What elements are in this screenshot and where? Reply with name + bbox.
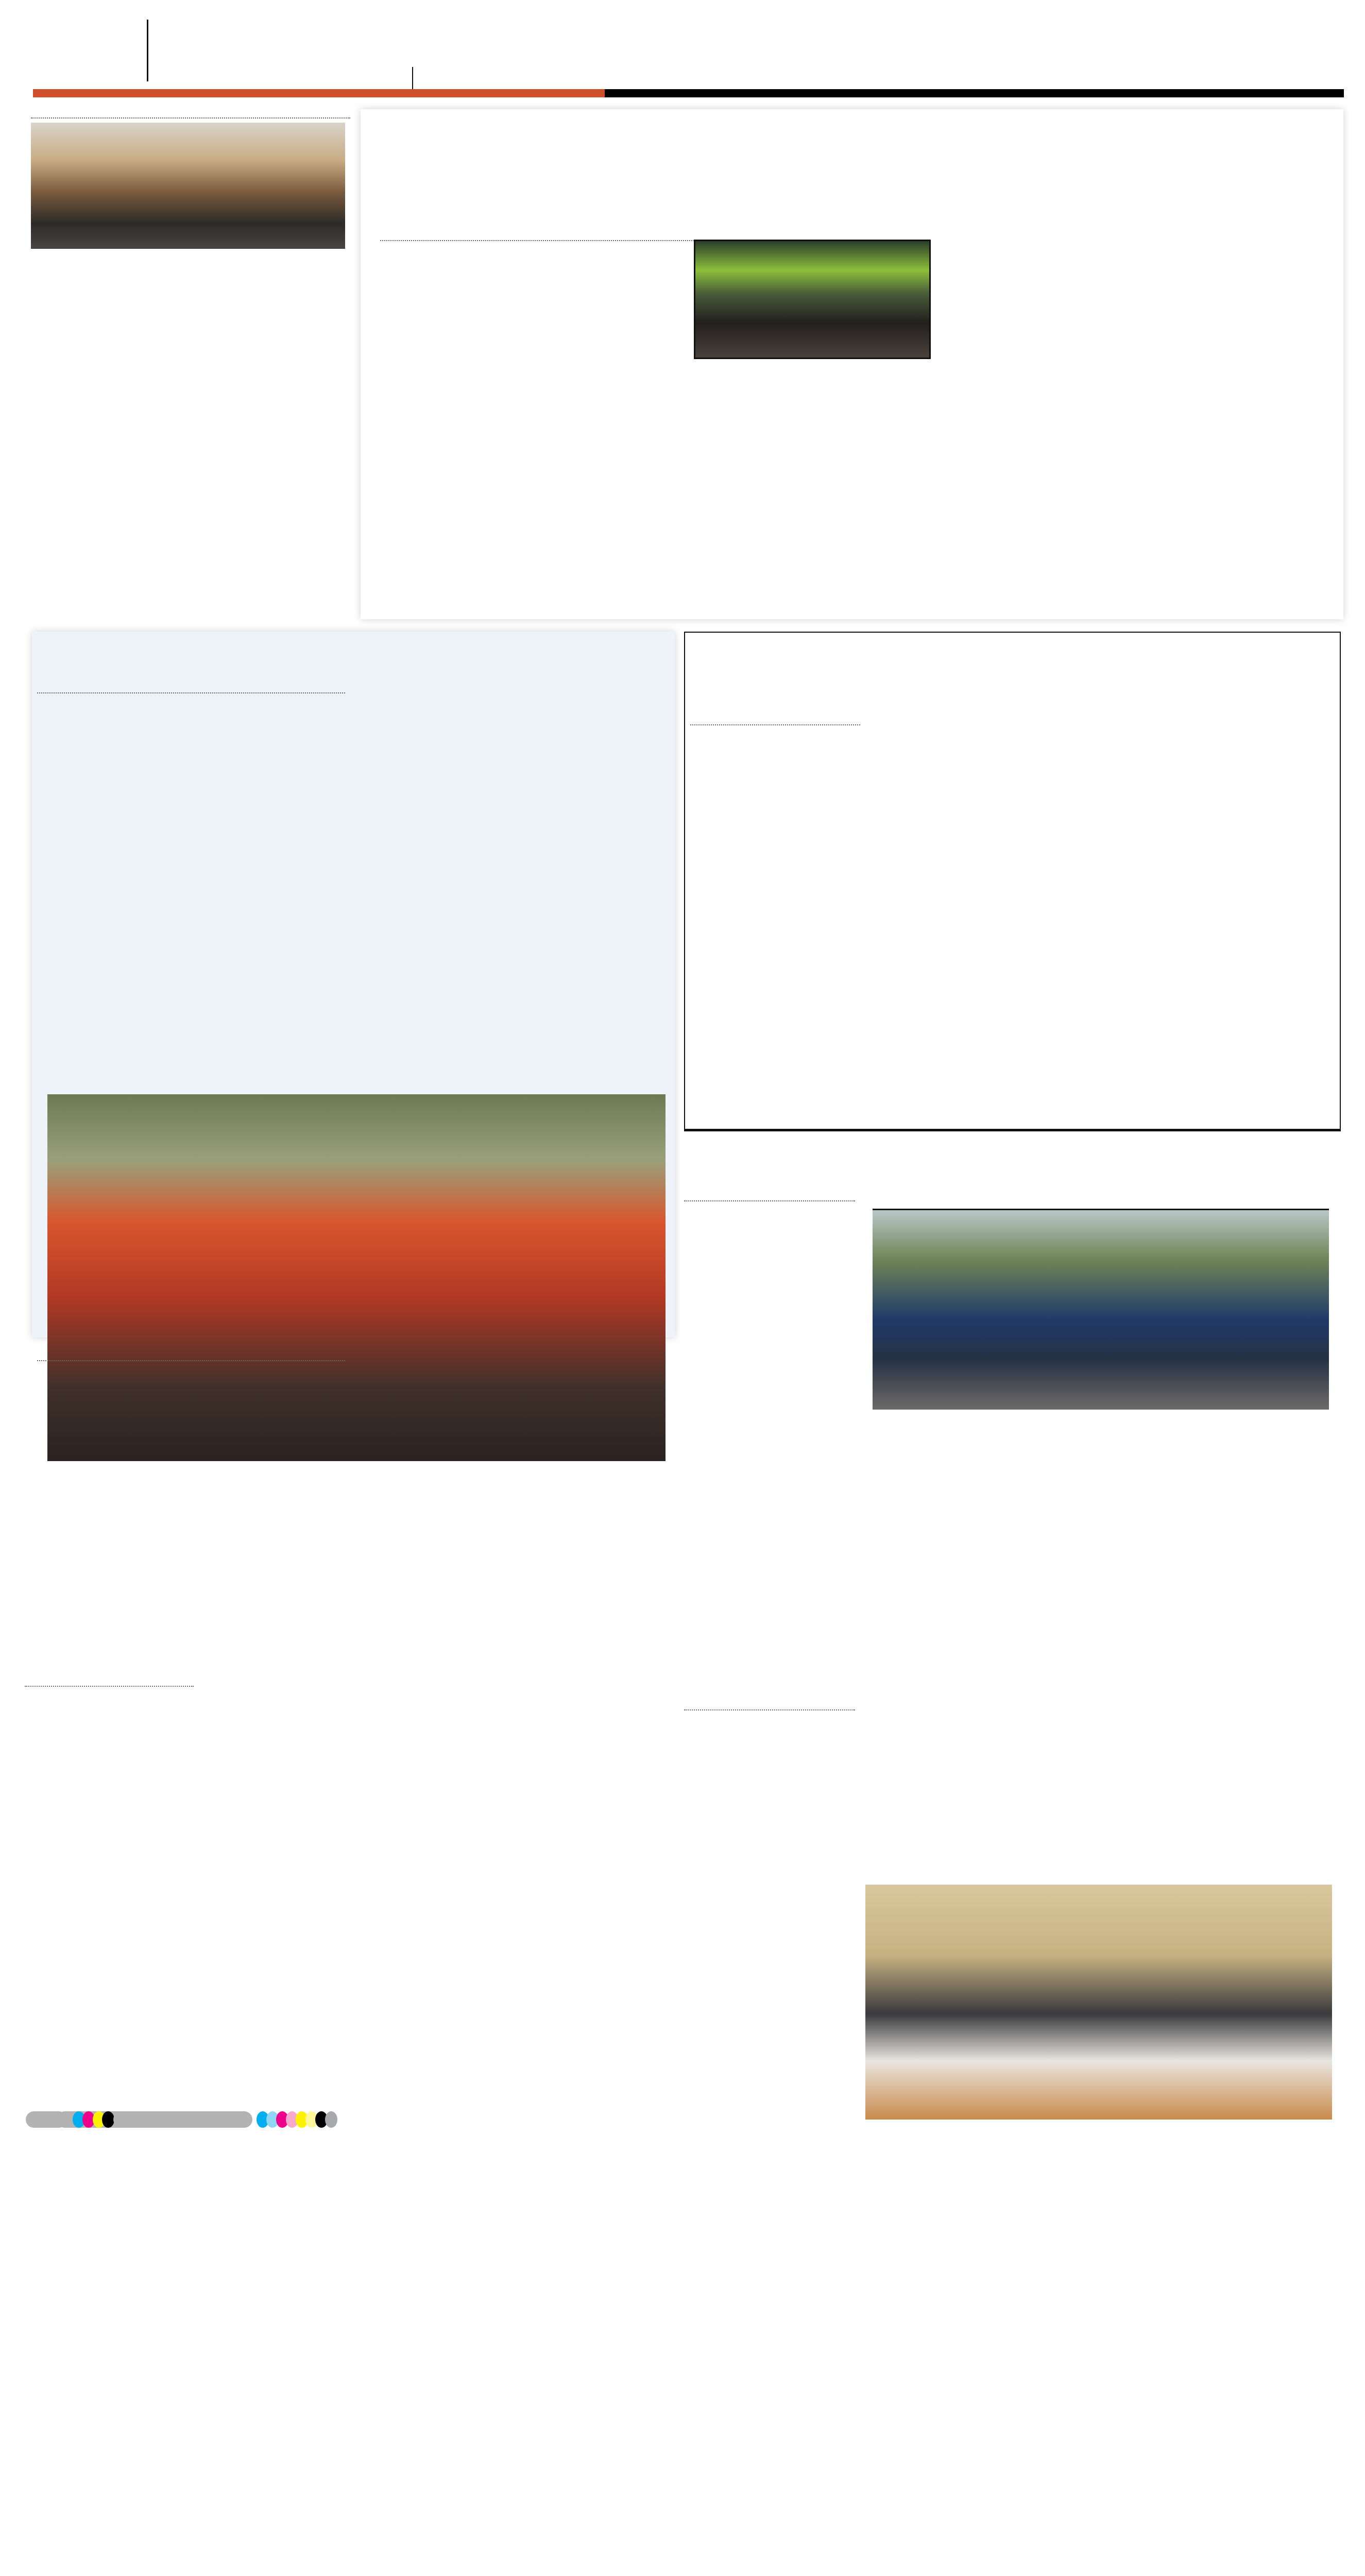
masthead-rule-accent — [33, 89, 605, 97]
masthead-divider — [147, 20, 148, 81]
cycle-column-1 — [690, 722, 860, 730]
masthead-rule-black — [605, 89, 1344, 97]
byline — [31, 115, 350, 118]
article-cycle-rally — [684, 632, 1341, 1131]
article-foundation-prep — [361, 109, 1343, 619]
byline — [37, 1358, 345, 1361]
byline — [684, 1707, 855, 1710]
footer-bar — [113, 2111, 252, 2128]
article-photo[interactable] — [47, 1094, 666, 1461]
registration-dot-gray — [325, 2111, 337, 2128]
drug-column-1 — [684, 1707, 855, 1715]
byline — [25, 1684, 194, 1687]
blood-column-1 — [25, 1684, 194, 1691]
yagya-column-1 — [37, 1358, 345, 1365]
article-photo[interactable] — [865, 1885, 1332, 2120]
byline — [684, 1198, 855, 1201]
lead-photo[interactable] — [694, 240, 931, 359]
registration-dot-black — [102, 2111, 114, 2128]
byline — [380, 238, 694, 241]
dateline-divider — [412, 67, 413, 90]
article-boundary-walls — [31, 108, 350, 253]
article-photo[interactable] — [873, 1209, 1329, 1410]
lead-column-1 — [380, 238, 694, 245]
article-photo[interactable] — [31, 123, 345, 249]
delegation-column-1 — [37, 690, 345, 698]
foundation-day-column-1 — [684, 1198, 855, 1206]
byline — [690, 722, 860, 725]
byline — [37, 690, 345, 693]
